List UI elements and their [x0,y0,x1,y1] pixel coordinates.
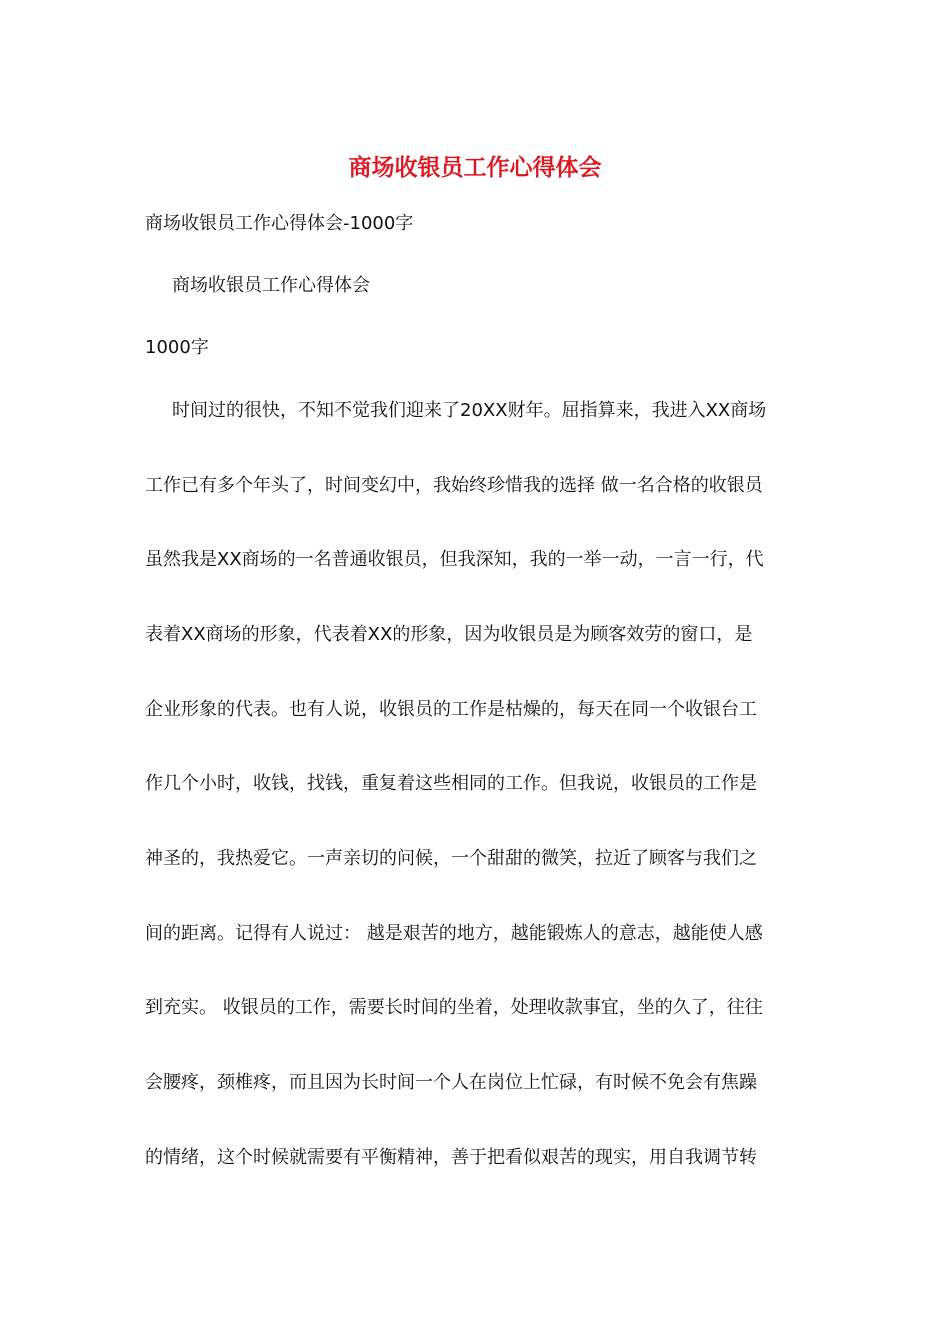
document-title: 商场收银员工作心得体会 [348,154,602,181]
body-line: 神圣的，我热爱它。一声亲切的问候，一个甜甜的微笑，拉近了顾客与我们之 [145,848,757,869]
body-line: 的情绪，这个时候就需要有平衡精神，善于把看似艰苦的现实，用自我调节转 [145,1147,757,1168]
section-heading: 商场收银员工作心得体会 [172,275,370,296]
body-line: 作几个小时，收钱，找钱，重复着这些相同的工作。但我说，收银员的工作是 [145,773,757,794]
body-line: 企业形象的代表。也有人说，收银员的工作是枯燥的，每天在同一个收银台工 [145,699,757,720]
body-line: 到充实。 收银员的工作，需要长时间的坐着，处理收款事宜，坐的久了，往往 [145,997,763,1018]
body-line: 时间过的很快，不知不觉我们迎来了20XX财年。屈指算来，我进入XX商场 [172,400,767,421]
body-line: 间的距离。记得有人说过： 越是艰苦的地方，越能锻炼人的意志，越能使人感 [145,923,763,944]
word-count: 1000字 [145,337,209,358]
document-subtitle: 商场收银员工作心得体会-1000字 [145,213,414,234]
body-line: 表着XX商场的形象，代表着XX的形象，因为收银员是为顾客效劳的窗口，是 [145,624,753,645]
body-line: 工作已有多个年头了，时间变幻中，我始终珍惜我的选择 做一名合格的收银员 [145,475,763,496]
body-line: 会腰疼，颈椎疼，而且因为长时间一个人在岗位上忙碌，有时候不免会有焦躁 [145,1072,757,1093]
body-line: 虽然我是XX商场的一名普通收银员，但我深知，我的一举一动，一言一行，代 [145,549,764,570]
